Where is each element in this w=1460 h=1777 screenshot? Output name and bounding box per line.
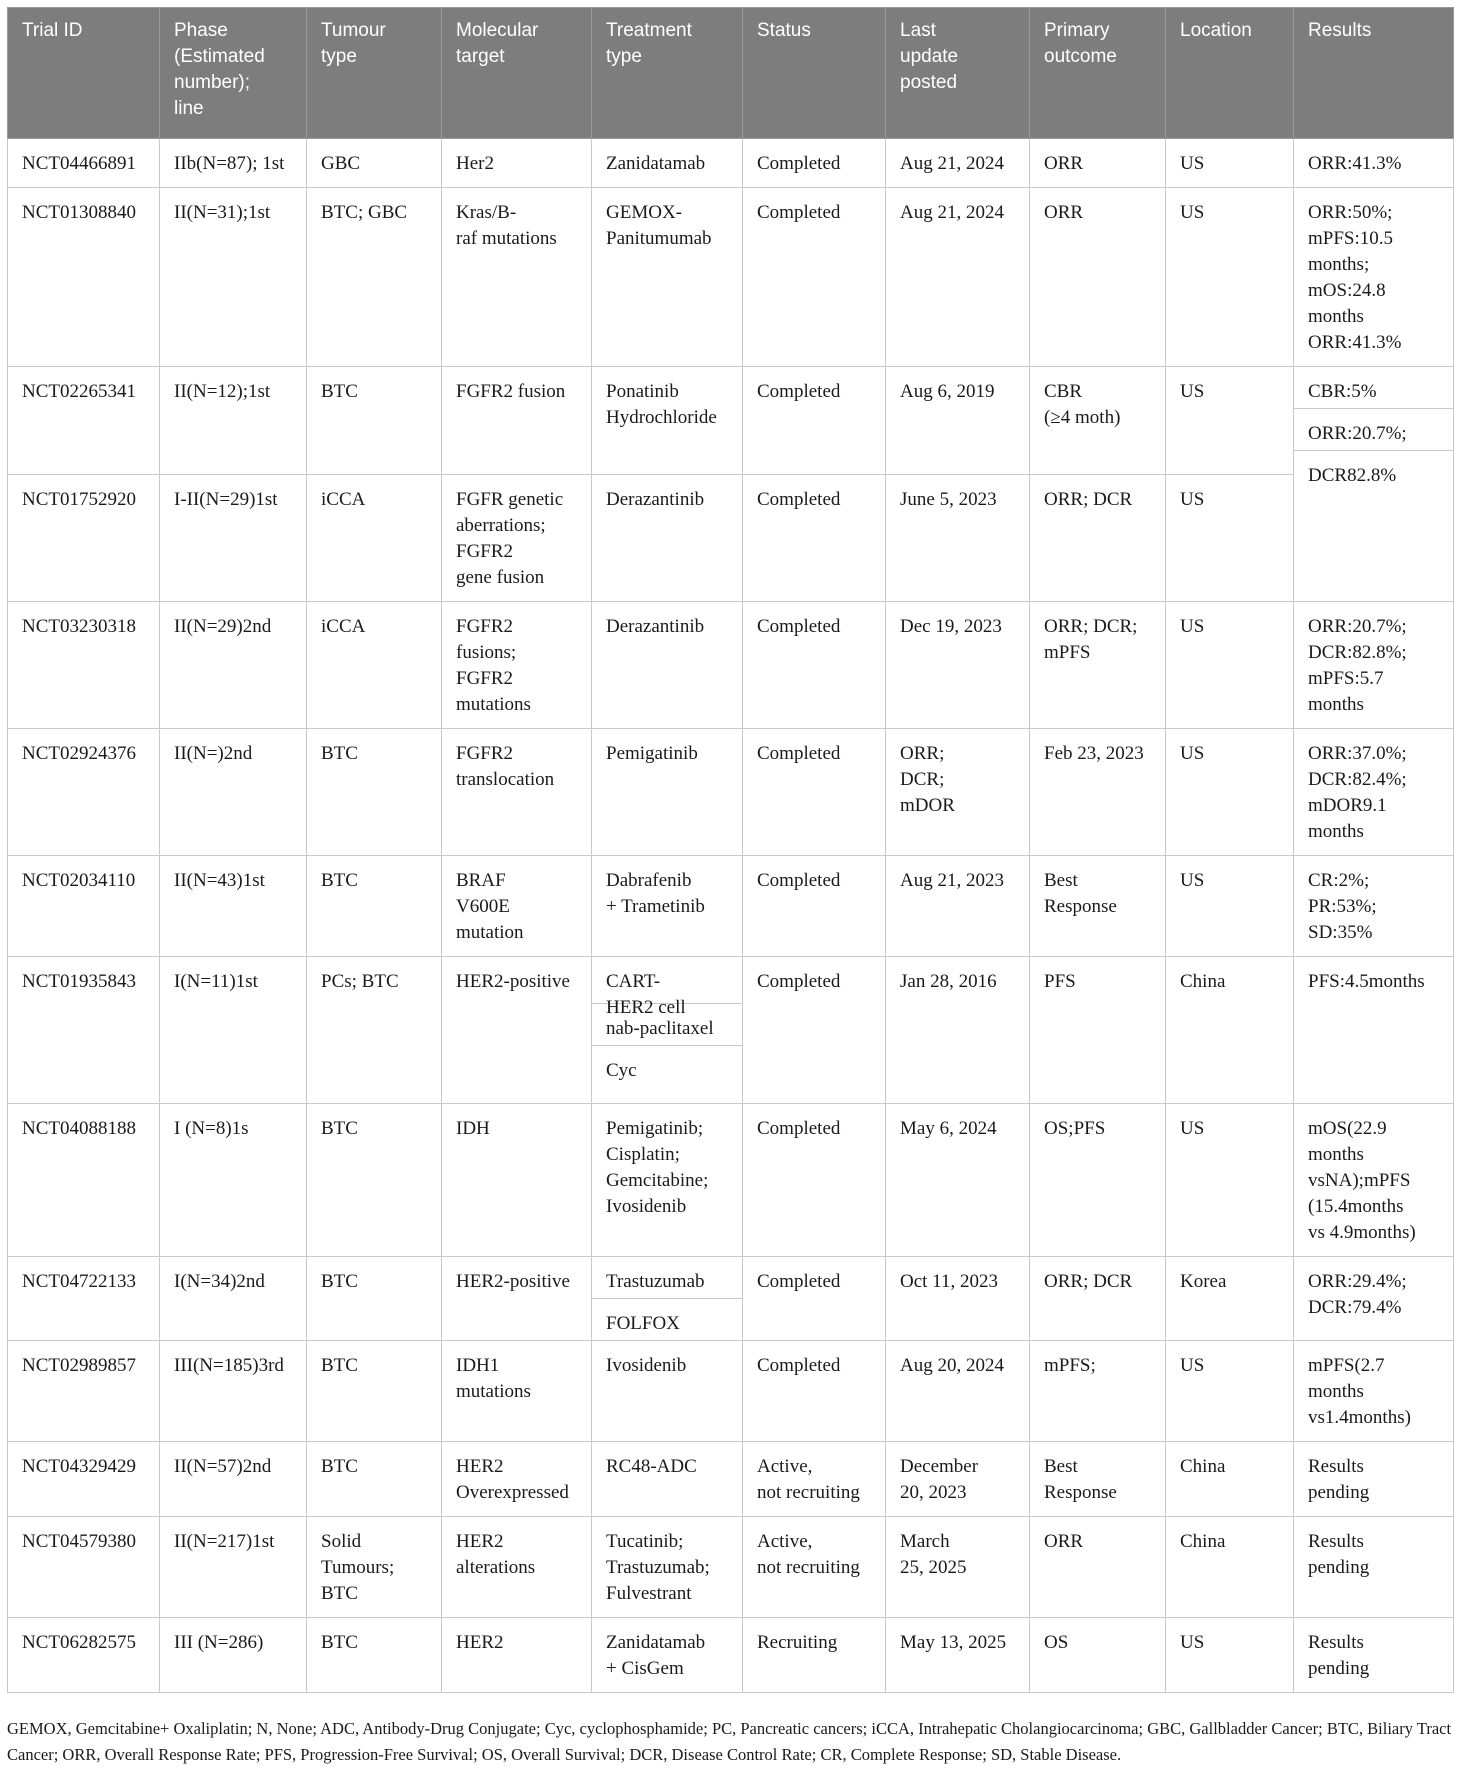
treatment-type-cell: Ivosidenib [592, 1341, 743, 1442]
primary-outcome-cell: mPFS; [1030, 1341, 1166, 1442]
phase-cell: II(N=31);1st [160, 188, 307, 367]
primary-outcome-cell: CBR (≥4 moth) [1030, 367, 1166, 475]
table-row [8, 367, 1454, 475]
treatment-type-cell: Pemigatinib [592, 729, 743, 856]
tumour-type-cell: BTC [307, 1341, 442, 1442]
last-update-cell: Aug 6, 2019 [886, 367, 1030, 475]
last-update-cell: Aug 20, 2024 [886, 1341, 1030, 1442]
results-cell: Results pending [1294, 1517, 1454, 1618]
treatment-item: Trastuzumab [606, 1271, 705, 1292]
phase-cell: I (N=8)1s [160, 1104, 307, 1257]
results-cell: ORR:41.3% [1294, 139, 1454, 188]
status-cell: Completed [743, 1104, 886, 1257]
status-cell: Completed [743, 856, 886, 957]
tumour-type-cell: iCCA [307, 602, 442, 729]
results-cell: ORR:37.0%; DCR:82.4%; mDOR9.1 months [1294, 729, 1454, 856]
molecular-target-cell: FGFR genetic aberrations; FGFR2 gene fusion [442, 475, 592, 602]
treatment-type-cell: Tucatinib; Trastuzumab; Fulvestrant [592, 1517, 743, 1618]
table-row [8, 602, 1454, 729]
last-update-cell: June 5, 2023 [886, 475, 1030, 602]
primary-outcome-cell: ORR [1030, 139, 1166, 188]
last-update-cell: Oct 11, 2023 [886, 1257, 1030, 1341]
molecular-target-cell: IDH [442, 1104, 592, 1257]
molecular-target-cell: FGFR2 fusion [442, 367, 592, 475]
results-item: DCR82.8% [1294, 450, 1453, 593]
molecular-target-cell: Kras/B- raf mutations [442, 188, 592, 367]
primary-outcome-cell: Feb 23, 2023 [1030, 729, 1166, 856]
location-cell: US [1166, 1341, 1294, 1442]
status-cell: Active, not recruiting [743, 1442, 886, 1517]
status-cell: Completed [743, 602, 886, 729]
phase-cell: II(N=29)2nd [160, 602, 307, 729]
table-body [8, 139, 1454, 1693]
table-row [8, 188, 1454, 367]
last-update-cell: Aug 21, 2024 [886, 139, 1030, 188]
results-cell [1294, 367, 1454, 602]
phase-cell: II(N=57)2nd [160, 1442, 307, 1517]
molecular-target-cell: FGFR2 translocation [442, 729, 592, 856]
last-update-cell: May 13, 2025 [886, 1618, 1030, 1693]
status-cell: Completed [743, 1257, 886, 1341]
primary-outcome-cell: Best Response [1030, 1442, 1166, 1517]
tumour-type-cell: BTC [307, 856, 442, 957]
table-row [8, 475, 1454, 602]
treatment-type-cell: Derazantinib [592, 475, 743, 602]
last-update-cell: ORR; DCR; mDOR [886, 729, 1030, 856]
table-row [8, 1341, 1454, 1442]
phase-cell: IIb(N=87); 1st [160, 139, 307, 188]
trials-table-container [7, 7, 1453, 1693]
location-cell: China [1166, 957, 1294, 1104]
header-primary-outcome: Primary outcome [1030, 8, 1166, 139]
table-footnote: GEMOX, Gemcitabine+ Oxaliplatin; N, None; ADC, Antibody-Drug Conjugate; Cyc, cyclophosphamide; PC, Pancreatic cancers; iCCA, Intrahepatic Cholangiocarcinoma; GBC, Gallbladder Cancer; BTC, Biliary Tract Cancer; ORR, Overall Response Rate; PFS, Progression-Free Survival; OS, Overall Survival; DCR, Disease Control Rate; CR, Complete Response; SD, Stable Disease. [7, 1719, 1452, 1764]
location-cell: US [1166, 856, 1294, 957]
location-cell: China [1166, 1517, 1294, 1618]
phase-cell: I(N=34)2nd [160, 1257, 307, 1341]
location-cell: US [1166, 1618, 1294, 1693]
tumour-type-cell: BTC [307, 1618, 442, 1693]
results-item: CBR:5% [1308, 381, 1377, 402]
table-row [8, 957, 1454, 1104]
table-row [8, 1257, 1454, 1341]
trial-id-cell: NCT01752920 [8, 475, 160, 602]
phase-cell: II(N=43)1st [160, 856, 307, 957]
location-cell: US [1166, 729, 1294, 856]
primary-outcome-cell: ORR; DCR; mPFS [1030, 602, 1166, 729]
molecular-target-cell: HER2 [442, 1618, 592, 1693]
location-cell: US [1166, 367, 1294, 475]
results-cell: ORR:29.4%; DCR:79.4% [1294, 1257, 1454, 1341]
table-header [8, 8, 1454, 139]
trial-id-cell: NCT04329429 [8, 1442, 160, 1517]
trial-id-cell: NCT03230318 [8, 602, 160, 729]
table-row [8, 856, 1454, 957]
header-phase: Phase (Estimated number); line [160, 8, 307, 139]
tumour-type-cell: Solid Tumours; BTC [307, 1517, 442, 1618]
tumour-type-cell: GBC [307, 139, 442, 188]
status-cell: Active, not recruiting [743, 1517, 886, 1618]
table-row [8, 1104, 1454, 1257]
header-molecular-target: Molecular target [442, 8, 592, 139]
treatment-item: Cyc [592, 1045, 742, 1087]
trial-id-cell: NCT06282575 [8, 1618, 160, 1693]
treatment-item: FOLFOX [592, 1298, 742, 1340]
last-update-cell: December 20, 2023 [886, 1442, 1030, 1517]
status-cell: Completed [743, 188, 886, 367]
location-cell: US [1166, 602, 1294, 729]
tumour-type-cell: BTC [307, 367, 442, 475]
location-cell: US [1166, 1104, 1294, 1257]
results-cell: mOS(22.9 months vsNA);mPFS (15.4months vs 4.9months) [1294, 1104, 1454, 1257]
primary-outcome-cell: ORR; DCR [1030, 475, 1166, 602]
tumour-type-cell: PCs; BTC [307, 957, 442, 1104]
molecular-target-cell: HER2 alterations [442, 1517, 592, 1618]
trial-id-cell: NCT04088188 [8, 1104, 160, 1257]
table-row [8, 139, 1454, 188]
treatment-type-cell [592, 957, 743, 1104]
tumour-type-cell: BTC [307, 1104, 442, 1257]
header-treatment-type: Treatment type [592, 8, 743, 139]
last-update-cell: March 25, 2025 [886, 1517, 1030, 1618]
trial-id-cell: NCT02989857 [8, 1341, 160, 1442]
header-location: Location [1166, 8, 1294, 139]
trial-id-cell: NCT04579380 [8, 1517, 160, 1618]
treatment-type-cell [592, 1257, 743, 1341]
last-update-cell: Aug 21, 2024 [886, 188, 1030, 367]
header-status: Status [743, 8, 886, 139]
table-row [8, 729, 1454, 856]
table-row [8, 1442, 1454, 1517]
table-row [8, 1517, 1454, 1618]
molecular-target-cell: HER2 Overexpressed [442, 1442, 592, 1517]
molecular-target-cell: HER2-positive [442, 957, 592, 1104]
treatment-item: CART- HER2 cell [606, 971, 686, 1018]
treatment-item: nab-paclitaxel [592, 1003, 742, 1045]
phase-cell: II(N=)2nd [160, 729, 307, 856]
trial-id-cell: NCT02924376 [8, 729, 160, 856]
last-update-cell: Aug 21, 2023 [886, 856, 1030, 957]
results-cell: Results pending [1294, 1442, 1454, 1517]
location-cell: US [1166, 188, 1294, 367]
last-update-cell: Jan 28, 2016 [886, 957, 1030, 1104]
treatment-type-cell: Dabrafenib + Trametinib [592, 856, 743, 957]
status-cell: Completed [743, 729, 886, 856]
trial-id-cell: NCT04466891 [8, 139, 160, 188]
trial-id-cell: NCT02265341 [8, 367, 160, 475]
header-row [8, 8, 1454, 139]
results-cell: CR:2%; PR:53%; SD:35% [1294, 856, 1454, 957]
location-cell: US [1166, 475, 1294, 602]
location-cell: China [1166, 1442, 1294, 1517]
tumour-type-cell: iCCA [307, 475, 442, 602]
primary-outcome-cell: OS;PFS [1030, 1104, 1166, 1257]
last-update-cell: Dec 19, 2023 [886, 602, 1030, 729]
trial-id-cell: NCT04722133 [8, 1257, 160, 1341]
status-cell: Completed [743, 1341, 886, 1442]
primary-outcome-cell: ORR [1030, 1517, 1166, 1618]
results-cell: PFS:4.5months [1294, 957, 1454, 1104]
molecular-target-cell: FGFR2 fusions; FGFR2 mutations [442, 602, 592, 729]
phase-cell: II(N=217)1st [160, 1517, 307, 1618]
phase-cell: III(N=185)3rd [160, 1341, 307, 1442]
molecular-target-cell: BRAF V600E mutation [442, 856, 592, 957]
header-tumour-type: Tumour type [307, 8, 442, 139]
phase-cell: II(N=12);1st [160, 367, 307, 475]
tumour-type-cell: BTC; GBC [307, 188, 442, 367]
last-update-cell: May 6, 2024 [886, 1104, 1030, 1257]
treatment-type-cell: GEMOX- Panitumumab [592, 188, 743, 367]
treatment-type-cell: Ponatinib Hydrochloride [592, 367, 743, 475]
status-cell: Completed [743, 139, 886, 188]
treatment-type-cell: Pemigatinib; Cisplatin; Gemcitabine; Ivosidenib [592, 1104, 743, 1257]
phase-cell: III (N=286) [160, 1618, 307, 1693]
primary-outcome-cell: Best Response [1030, 856, 1166, 957]
results-cell: Results pending [1294, 1618, 1454, 1693]
tumour-type-cell: BTC [307, 729, 442, 856]
treatment-type-cell: Zanidatamab [592, 139, 743, 188]
primary-outcome-cell: PFS [1030, 957, 1166, 1104]
molecular-target-cell: IDH1 mutations [442, 1341, 592, 1442]
table-row [8, 1618, 1454, 1693]
trial-id-cell: NCT01935843 [8, 957, 160, 1104]
status-cell: Completed [743, 475, 886, 602]
clinical-trials-table [7, 7, 1454, 1693]
treatment-type-cell: Derazantinib [592, 602, 743, 729]
status-cell: Recruiting [743, 1618, 886, 1693]
status-cell: Completed [743, 367, 886, 475]
header-last-update: Last update posted [886, 8, 1030, 139]
status-cell: Completed [743, 957, 886, 1104]
primary-outcome-cell: OS [1030, 1618, 1166, 1693]
primary-outcome-cell: ORR; DCR [1030, 1257, 1166, 1341]
tumour-type-cell: BTC [307, 1442, 442, 1517]
molecular-target-cell: Her2 [442, 139, 592, 188]
trial-id-cell: NCT02034110 [8, 856, 160, 957]
results-item: ORR:20.7%; [1294, 408, 1453, 450]
primary-outcome-cell: ORR [1030, 188, 1166, 367]
phase-cell: I(N=11)1st [160, 957, 307, 1104]
header-results: Results [1294, 8, 1454, 139]
phase-cell: I-II(N=29)1st [160, 475, 307, 602]
results-cell: ORR:50%; mPFS:10.5 months; mOS:24.8 months ORR:41.3% [1294, 188, 1454, 367]
location-cell: Korea [1166, 1257, 1294, 1341]
tumour-type-cell: BTC [307, 1257, 442, 1341]
trial-id-cell: NCT01308840 [8, 188, 160, 367]
results-cell: mPFS(2.7 months vs1.4months) [1294, 1341, 1454, 1442]
location-cell: US [1166, 139, 1294, 188]
molecular-target-cell: HER2-positive [442, 1257, 592, 1341]
results-cell: ORR:20.7%; DCR:82.8%; mPFS:5.7 months [1294, 602, 1454, 729]
header-trial-id: Trial ID [8, 8, 160, 139]
treatment-type-cell: Zanidatamab + CisGem [592, 1618, 743, 1693]
treatment-type-cell: RC48-ADC [592, 1442, 743, 1517]
